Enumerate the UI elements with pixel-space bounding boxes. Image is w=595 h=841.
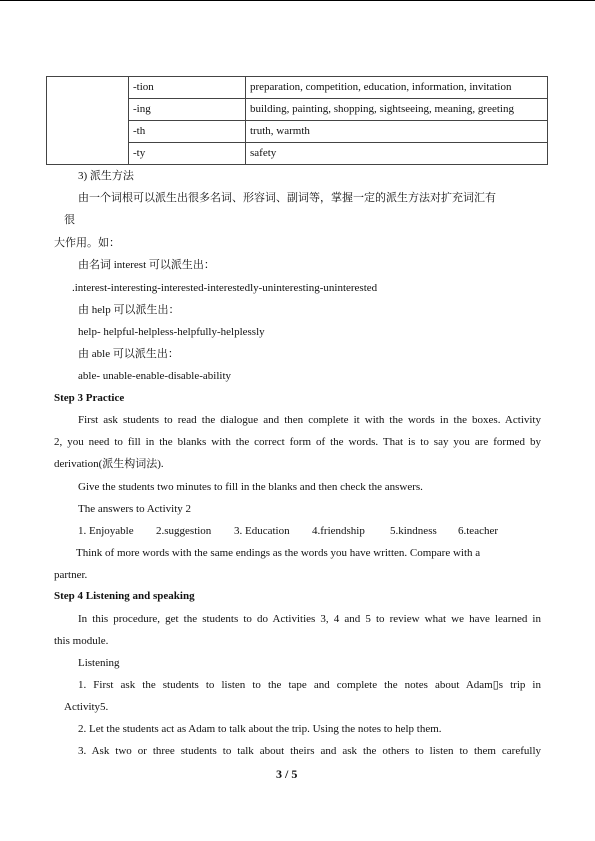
page-number: 3 / 5	[276, 767, 298, 781]
step3-compare: Think of more words with the same endings as the words you have written. Compare with a	[76, 547, 481, 559]
derivation-heading: 3) 派生方法	[78, 170, 134, 182]
derivation-intro: 由一个词根可以派生出很多名词、形容词、副词等，掌握一定的派生方法对扩充词汇有	[78, 192, 496, 204]
listening-item-2: 2. Let the students act as Adam to talk about the trip. Using the notes to help them.	[78, 723, 442, 735]
step4-paragraph: In this procedure, get the students to do Activities 3, 4 and 5 to review what we have learned in	[78, 613, 541, 625]
help-chain: help- helpful-helpless-helpfully-helplessly	[78, 326, 265, 338]
header-rule	[0, 0, 595, 1]
step4-paragraph-cont: this module.	[54, 635, 109, 647]
step3-paragraph: First ask students to read the dialogue and then complete it with the words in the boxes. Activity	[78, 414, 541, 426]
step3-paragraph-cont: 2, you need to fill in the blanks with the correct form of the words. That is to say you are formed by	[54, 436, 541, 448]
help-label: 由 help 可以派生出：	[78, 304, 180, 316]
step3-instruction: Give the students two minutes to fill in the blanks and then check the answers.	[78, 481, 423, 493]
table-row	[47, 77, 548, 99]
answer-item: 1. Enjoyable	[78, 525, 134, 537]
listening-item-3: 3. Ask two or three students to talk about theirs and ask the others to listen to them carefully	[78, 745, 541, 757]
able-chain: able- unable-enable-disable-ability	[78, 370, 232, 382]
step4-heading: Step 4 Listening and speaking	[54, 590, 195, 602]
answers-label: The answers to Activity 2	[78, 503, 192, 515]
examples-cell: safety	[246, 143, 548, 165]
suffix-cell: -ing	[129, 99, 246, 121]
derivation-intro-wrap: 很	[64, 214, 75, 226]
suffix-table	[46, 76, 548, 165]
examples-cell: preparation, competition, education, information, invitation	[246, 77, 548, 99]
answer-item: 4.friendship	[312, 525, 365, 537]
examples-cell: truth, warmth	[246, 121, 548, 143]
listening-item-1: 1. First ask the students to listen to the tape and complete the notes about Adam▯s trip in	[78, 679, 541, 691]
suffix-cell: -th	[129, 121, 246, 143]
table-merged-cell	[47, 77, 129, 165]
answer-item: 5.kindness	[390, 525, 437, 537]
answer-item: 2.suggestion	[156, 525, 212, 537]
step3-paragraph-end: derivation(派生构词法).	[54, 458, 164, 470]
suffix-cell: -tion	[129, 77, 246, 99]
interest-chain: .interest-interesting-interested-interestedly-uninteresting-uninterested	[72, 282, 378, 294]
listening-label: Listening	[78, 657, 120, 669]
able-label: 由 able 可以派生出：	[78, 348, 179, 360]
step3-compare-cont: partner.	[54, 569, 88, 581]
derivation-intro-cont: 大作用。如：	[54, 237, 120, 249]
answer-item: 6.teacher	[458, 525, 498, 537]
answer-item: 3. Education	[234, 525, 290, 537]
interest-label: 由名词 interest 可以派生出：	[78, 259, 215, 271]
suffix-cell: -ty	[129, 143, 246, 165]
examples-cell: building, painting, shopping, sightseeing, meaning, greeting	[246, 99, 548, 121]
step3-heading: Step 3 Practice	[54, 392, 125, 404]
listening-item-1-cont: Activity5.	[64, 701, 109, 713]
